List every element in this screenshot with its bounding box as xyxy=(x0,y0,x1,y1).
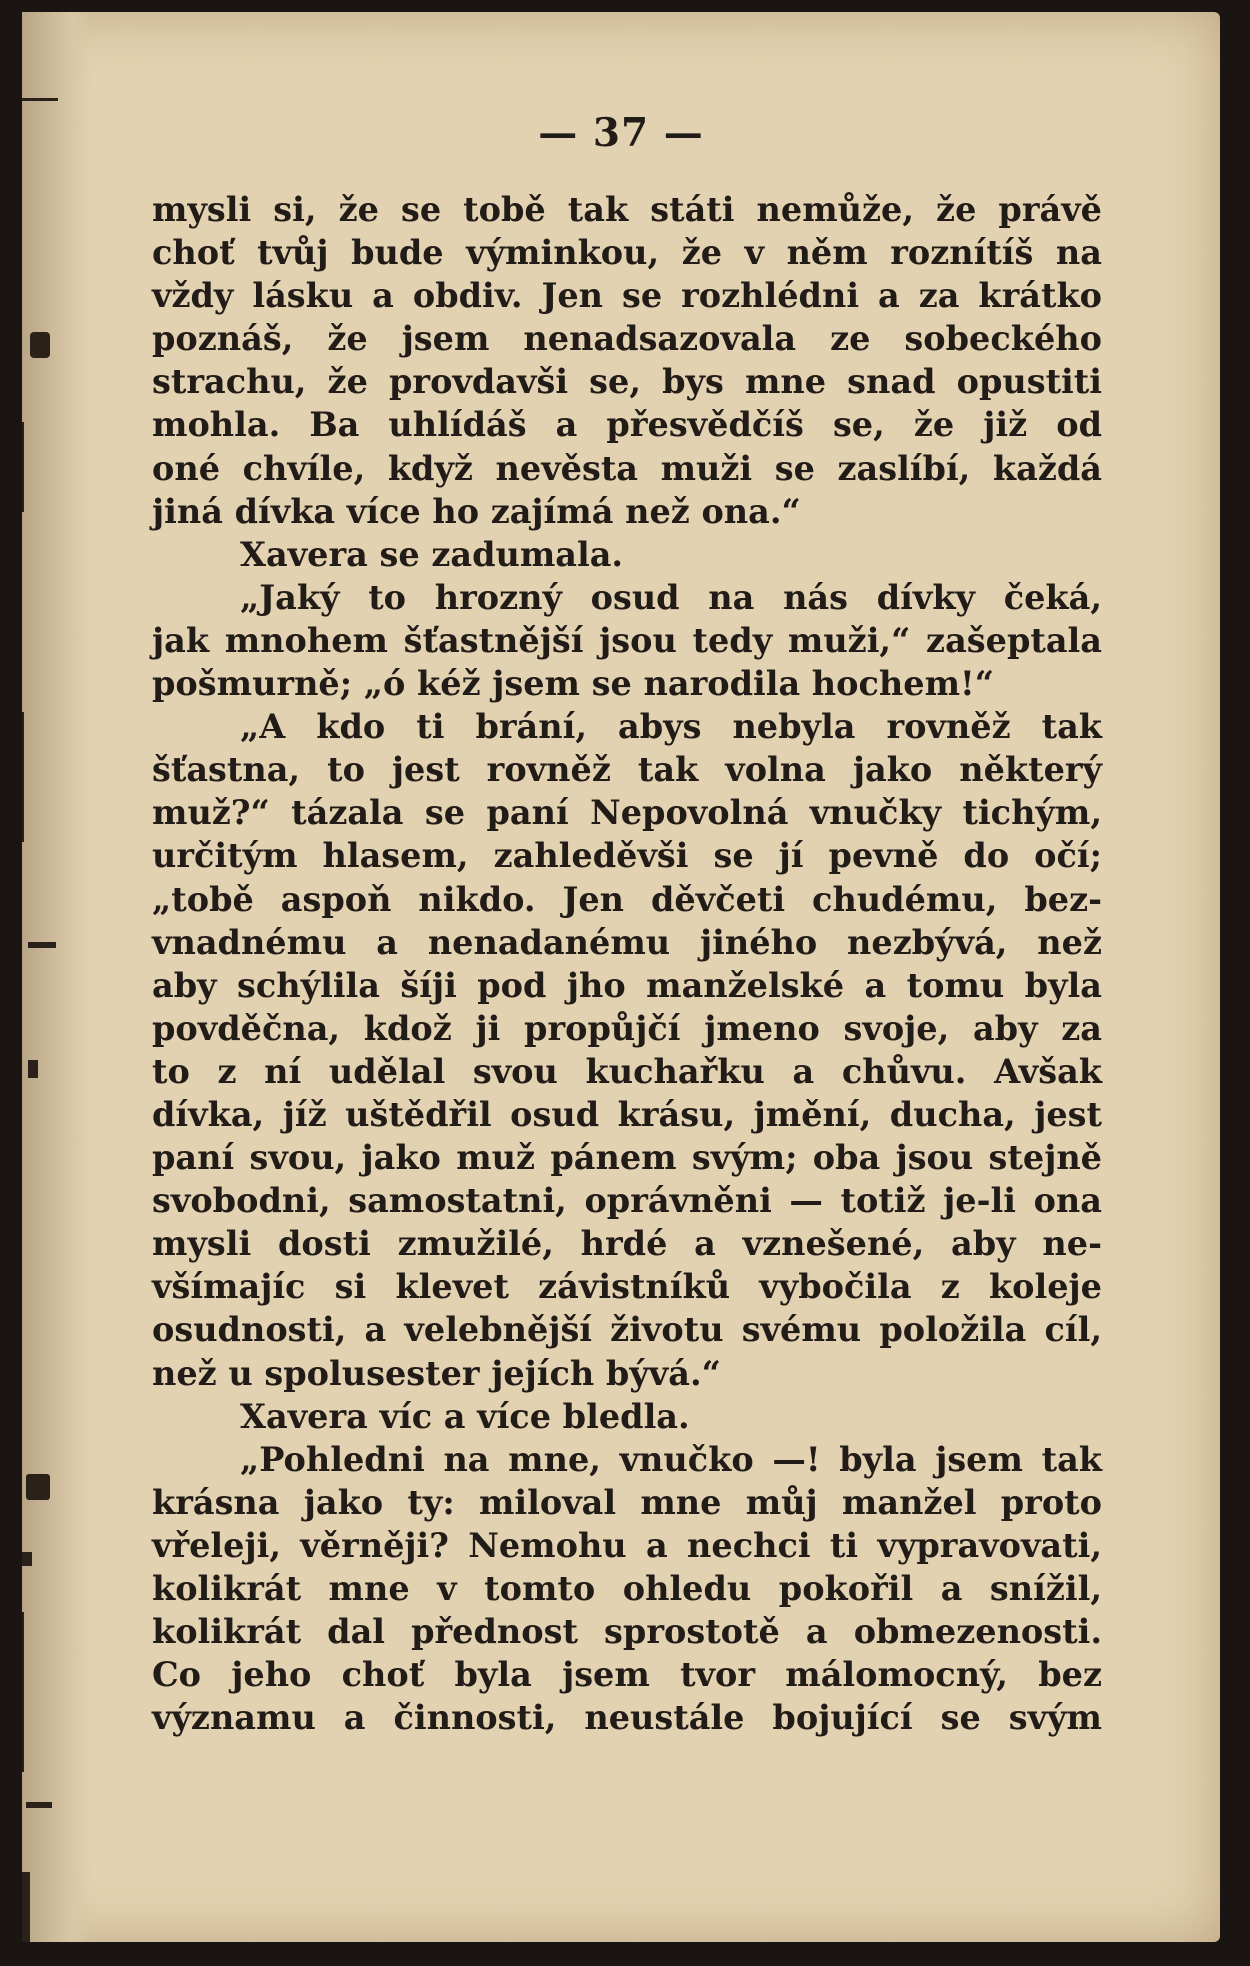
text-line: mysli dosti zmužilé, hrdé a vznešené, aby ne- xyxy=(152,1224,1102,1264)
text-line: pošmurně; „ó kéž jsem se narodila hochem!“ xyxy=(152,664,994,704)
text-line: muž?“ tázala se paní Nepovolná vnučky tichým, xyxy=(152,793,1102,833)
text-line: povděčna, kdož ji propůjčí jmeno svoje, aby za xyxy=(152,1008,1102,1048)
text-line: než u spolusester jejích bývá.“ xyxy=(152,1353,721,1393)
gutter-mark xyxy=(26,1802,52,1808)
text-line: Co jeho choť byla jsem tvor málomocný, bez xyxy=(152,1655,1102,1695)
text-line: to z ní udělal svou kuchařku a chůvu. Avšak xyxy=(152,1051,1102,1091)
text-line: svobodni, samostatni, oprávněni — totiž je-li ona xyxy=(152,1181,1102,1221)
text-line: „A kdo ti brání, abys nebyla rovněž tak xyxy=(240,707,1102,747)
gutter-mark xyxy=(22,1612,24,1772)
text-line: osudnosti, a velebnější životu svému položila cíl, xyxy=(152,1310,1102,1350)
text-line: „tobě aspoň nikdo. Jen děvčeti chudému, bez- xyxy=(152,879,1102,919)
text-line: šťastna, to jest rovněž tak volna jako některý xyxy=(152,750,1102,790)
text-line: určitým hlasem, zahleděvši se jí pevně do očí; xyxy=(152,836,1102,876)
text-line: vždy lásku a obdiv. Jen se rozhlédni a za krátko xyxy=(152,276,1102,316)
text-line: „Jaký to hrozný osud na nás dívky čeká, xyxy=(240,577,1102,617)
text-line: jak mnohem šťastnější jsou tedy muži,“ zašeptala xyxy=(152,620,1102,660)
text-line: kolikrát dal přednost sprostotě a obmezenosti. xyxy=(152,1612,1102,1652)
text-line: vřeleji, věrněji? Nemohu a nechci ti vypravovati, xyxy=(152,1525,1102,1565)
gutter-mark xyxy=(22,98,58,101)
text-line: mysli si, že se tobě tak státi nemůže, že právě xyxy=(152,190,1102,229)
text-line: Xavera se zadumala. xyxy=(240,534,624,574)
gutter-mark xyxy=(28,942,56,948)
body-text xyxy=(152,188,1102,1739)
text-line: Xavera víc a více bledla. xyxy=(240,1396,690,1436)
text-line: aby schýlila šíji pod jho manželské a tomu byla xyxy=(152,965,1102,1005)
text-line: vnadnému a nenadanému jiného nezbývá, než xyxy=(152,922,1102,962)
text-line: kolikrát mne v tomto ohledu pokořil a snížil, xyxy=(152,1569,1102,1608)
text-line: strachu, že provdavši se, bys mne snad opustiti xyxy=(152,362,1102,402)
gutter-mark xyxy=(22,422,24,512)
text-line: významu a činnosti, neustále bojující se svým xyxy=(152,1698,1102,1738)
page-number: — 37 — xyxy=(538,110,704,156)
text-line: všímajíc si klevet závistníků vybočila z koleje xyxy=(152,1267,1102,1307)
text-line: jiná dívka více ho zajímá než ona.“ xyxy=(152,491,801,531)
gutter-mark xyxy=(30,332,50,358)
text-line: paní svou, jako muž pánem svým; oba jsou stejně xyxy=(152,1138,1102,1178)
text-line: choť tvůj bude výminkou, že v něm roznítíš na xyxy=(152,233,1102,273)
text-line: oné chvíle, když nevěsta muži se zaslíbí, každá xyxy=(152,448,1102,488)
gutter-mark xyxy=(26,1474,50,1500)
gutter-mark xyxy=(28,1060,38,1078)
text-line: „Pohledni na mne, vnučko —! byla jsem tak xyxy=(240,1439,1102,1479)
gutter-mark xyxy=(22,1872,30,1942)
text-line: krásna jako ty: miloval mne můj manžel proto xyxy=(152,1482,1102,1522)
page-gutter xyxy=(22,12,92,1942)
text-line: poznáš, že jsem nenadsazovala ze sobeckého xyxy=(152,319,1102,359)
gutter-mark xyxy=(22,712,24,842)
gutter-mark xyxy=(22,1552,32,1566)
text-line: dívka, jíž uštědřil osud krásu, jmění, ducha, jest xyxy=(152,1094,1102,1134)
text-line: mohla. Ba uhlídáš a přesvědčíš se, že již od xyxy=(152,405,1102,445)
